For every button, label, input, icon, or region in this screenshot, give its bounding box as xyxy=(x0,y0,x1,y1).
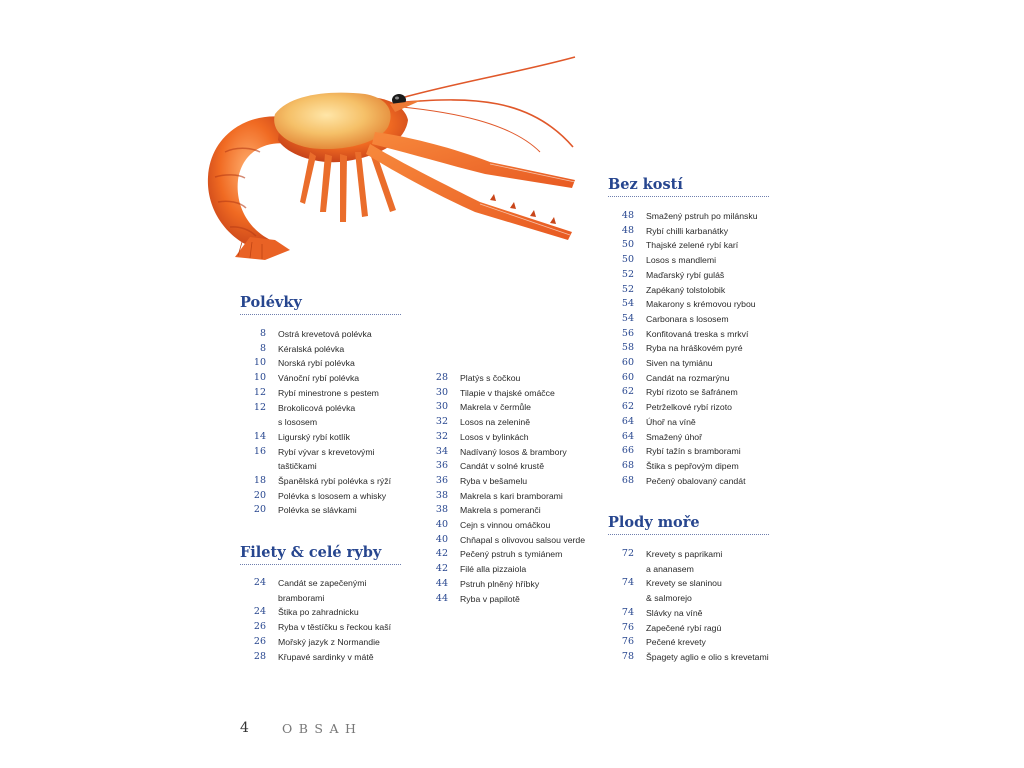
toc-recipe-title: Siven na tymiánu xyxy=(646,358,713,368)
toc-page-number: 74 xyxy=(621,606,634,618)
toc-page-number: 78 xyxy=(621,650,634,662)
toc-page-number: 12 xyxy=(253,401,266,413)
section-bez-kosti xyxy=(608,176,769,197)
toc-page-number: 10 xyxy=(253,357,266,369)
toc-recipe-title: Platýs s čočkou xyxy=(460,373,521,383)
toc-recipe-title: Ryba na hráškovém pyré xyxy=(646,343,743,354)
toc-recipe-title: Petrželkové rybí rizoto xyxy=(646,402,732,413)
toc-recipe-title: a ananasem xyxy=(646,563,694,574)
toc-recipe-title: Losos na zelenině xyxy=(460,417,531,428)
toc-recipe-title: Filé alla pizzaiola xyxy=(460,564,527,575)
toc-recipe-title: Krevety s paprikami xyxy=(646,549,723,559)
toc-page-number: 40 xyxy=(435,519,448,530)
toc-recipe-title: Španělská rybí polévka s rýží xyxy=(278,476,391,486)
toc-recipe-title: Křupavé sardinky v mátě xyxy=(278,651,374,662)
toc-page-number: 58 xyxy=(621,342,634,354)
toc-page-number: 14 xyxy=(253,430,266,442)
toc-recipe-title: Candát v solné krustě xyxy=(460,461,545,472)
toc-recipe-title: Vánoční rybí polévka xyxy=(278,373,360,384)
section-title: Filety & celé ryby xyxy=(240,544,401,565)
toc-recipe-title: Pečené krevety xyxy=(646,637,706,648)
toc-page-number: 76 xyxy=(621,621,634,633)
toc-page-number: 48 xyxy=(621,224,634,236)
toc-page-number: 56 xyxy=(621,327,634,339)
toc-page-number: 20 xyxy=(253,489,266,501)
toc-recipe-title: Candát na rozmarýnu xyxy=(646,372,730,383)
toc-recipe-title: Rybí tažín s bramborami xyxy=(646,446,741,457)
toc-recipe-title: Smažený pstruh po milánsku xyxy=(646,211,758,221)
toc-recipe-title: Konfitovaná treska s mrkví xyxy=(646,328,749,339)
toc-recipe-title: Zapékaný tolstolobik xyxy=(646,284,726,295)
toc-recipe-title: Polévka se slávkami xyxy=(278,505,357,516)
toc-page-number: 18 xyxy=(253,475,266,486)
toc-recipe-title: Polévka s lososem a whisky xyxy=(278,490,387,501)
toc-page-number: 38 xyxy=(435,489,448,501)
toc-recipe-title: Špagety aglio e olio s krevetami xyxy=(646,651,769,662)
toc-page-number: 50 xyxy=(621,239,634,251)
toc-page-number: 44 xyxy=(435,592,448,604)
toc-recipe-title: Smažený úhoř xyxy=(646,431,703,442)
toc-page-number: 54 xyxy=(621,312,634,324)
toc-recipe-title: Maďarský rybí guláš xyxy=(646,269,725,280)
toc-page-number: 24 xyxy=(253,606,266,618)
toc-recipe-title: Rybí rizoto se šafránem xyxy=(646,387,738,398)
toc-page-number: 10 xyxy=(253,372,266,384)
toc-recipe-title: Štika s pepřovým dipem xyxy=(646,460,739,471)
toc-page-number: 32 xyxy=(435,416,448,428)
toc-recipe-title: Ryba v těstíčku s řeckou kaší xyxy=(278,622,391,633)
page-number: 4 xyxy=(240,720,249,736)
toc-recipe-title: Makrela s kari bramborami xyxy=(460,490,563,501)
toc-recipe-title: Pečený pstruh s tymiánem xyxy=(460,549,563,560)
toc-recipe-title: Mořský jazyk z Normandie xyxy=(278,636,380,647)
toc-recipe-title: Cejn s vinnou omáčkou xyxy=(460,520,551,530)
toc-page-number: 50 xyxy=(621,254,634,266)
toc-page-number: 20 xyxy=(253,504,266,516)
toc-page-number: 60 xyxy=(621,357,634,368)
toc-page-number: 42 xyxy=(435,563,448,575)
toc-recipe-title: Kéralská polévka xyxy=(278,343,345,354)
toc-page-number: 16 xyxy=(253,445,266,457)
toc-recipe-title: s lososem xyxy=(278,417,318,428)
section-plody-more xyxy=(608,514,769,535)
toc-recipe-title: taštičkami xyxy=(278,461,317,472)
page-title: OBSAH xyxy=(282,721,363,736)
toc-page-number: 64 xyxy=(621,430,634,442)
toc-page-number: 60 xyxy=(621,371,634,383)
toc-recipe-title: Rybí minestrone s pestem xyxy=(278,387,379,398)
toc-page-number: 28 xyxy=(253,650,266,662)
toc-page-number: 52 xyxy=(621,268,634,280)
section-title: Bez kostí xyxy=(608,176,769,197)
toc-page-number: 30 xyxy=(435,401,448,413)
toc-page-number: 30 xyxy=(435,386,448,398)
toc-recipe-title: Candát se zapečenými xyxy=(278,578,367,588)
toc-page-number: 8 xyxy=(259,342,266,354)
toc-recipe-title: Makrela s pomeranči xyxy=(460,505,541,516)
toc-recipe-title: Úhoř na víně xyxy=(646,416,696,427)
section-filety xyxy=(240,544,401,565)
toc-recipe-title: & salmorejo xyxy=(646,593,692,604)
section-title: Plody moře xyxy=(608,514,769,535)
toc-page-number: 76 xyxy=(621,636,634,648)
toc-recipe-title: Losos v bylinkách xyxy=(460,431,529,442)
toc-page-number: 12 xyxy=(253,386,266,398)
toc-page-number: 32 xyxy=(435,430,448,442)
toc-recipe-title: Pstruh plněný hříbky xyxy=(460,578,540,589)
toc-page-number: 62 xyxy=(621,401,634,413)
toc-page-number: 36 xyxy=(435,460,448,472)
toc-recipe-title: Carbonara s lososem xyxy=(646,313,729,324)
toc-page-number: 68 xyxy=(621,474,634,486)
toc-page-number: 34 xyxy=(435,445,448,457)
toc-recipe-title: Zapečené rybí ragú xyxy=(646,622,722,633)
toc-page-number: 38 xyxy=(435,504,448,516)
toc-page-number: 42 xyxy=(435,548,448,560)
toc-page-number: 62 xyxy=(621,386,634,398)
toc-recipe-title: Tilapie v thajské omáčce xyxy=(460,387,555,398)
toc-recipe-title: Makarony s krémovou rybou xyxy=(646,299,756,310)
toc-page-number: 8 xyxy=(259,328,266,339)
toc-recipe-title: Ryba v papilotě xyxy=(460,593,520,604)
toc-recipe-title: Rybí chilli karbanátky xyxy=(646,225,729,236)
toc-page-number: 66 xyxy=(621,445,634,457)
toc-page-number: 52 xyxy=(621,283,634,295)
toc-page-number: 28 xyxy=(435,372,448,383)
toc-page-number: 74 xyxy=(621,577,634,589)
toc-recipe-title: Krevety se slaninou xyxy=(646,578,722,589)
toc-recipe-title: Brokolicová polévka xyxy=(278,402,356,413)
toc-recipe-title: Makrela v čermůle xyxy=(460,402,531,413)
toc-recipe-title: Chňapal s olivovou salsou verde xyxy=(460,534,586,545)
toc-page-number: 44 xyxy=(435,577,448,589)
toc-page-number: 26 xyxy=(253,621,266,633)
toc-recipe-title: Slávky na víně xyxy=(646,607,703,618)
toc-page-number: 54 xyxy=(621,298,634,310)
toc-recipe-title: Ostrá krevetová polévka xyxy=(278,329,372,339)
toc-recipe-title: Nadívaný losos & brambory xyxy=(460,446,567,457)
toc-page-number: 36 xyxy=(435,474,448,486)
toc-recipe-title: Ryba v bešamelu xyxy=(460,475,528,486)
toc-recipe-title: Pečený obalovaný candát xyxy=(646,475,746,486)
toc-page-number: 24 xyxy=(253,577,266,588)
toc-page-number: 48 xyxy=(621,210,634,221)
toc-recipe-title: Thajské zelené rybí karí xyxy=(646,240,739,251)
prawn-illustration-icon xyxy=(190,52,590,262)
toc-recipe-title: Ligurský rybí kotlík xyxy=(278,431,350,442)
toc-page-number: 26 xyxy=(253,635,266,647)
toc-recipe-title: Rybí vývar s krevetovými xyxy=(278,446,375,457)
toc-recipe-title: Losos s mandlemi xyxy=(646,255,717,266)
toc-page-number: 72 xyxy=(621,548,634,559)
toc-page-number: 40 xyxy=(435,533,448,545)
section-polevky xyxy=(240,294,401,315)
section-title: Polévky xyxy=(240,294,401,315)
toc-recipe-title: bramborami xyxy=(278,592,325,603)
toc-page-number: 64 xyxy=(621,415,634,427)
toc-page-number: 68 xyxy=(621,459,634,471)
toc-recipe-title: Norská rybí polévka xyxy=(278,358,355,369)
toc-recipe-title: Štika po zahradnicku xyxy=(278,607,359,618)
